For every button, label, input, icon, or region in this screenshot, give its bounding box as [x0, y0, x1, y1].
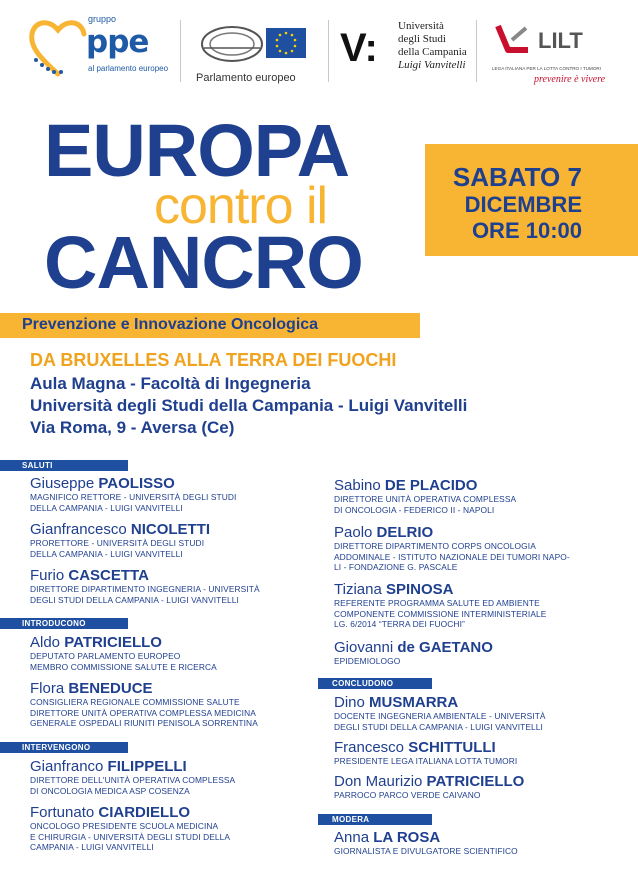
speaker-role: PARROCO PARCO VERDE CAIVANO — [334, 790, 481, 800]
speaker-role: DELLA CAMPANIA - LUIGI VANVITELLI — [30, 548, 183, 559]
speaker-role: DELLA CAMPANIA - LUIGI VANVITELLI — [30, 502, 183, 513]
speaker-role: DIRETTORE UNITÀ OPERATIVA COMPLESSA — [334, 494, 517, 504]
speaker-name: Furio CASCETTA — [30, 567, 149, 584]
speaker-name: Sabino DE PLACIDO — [334, 477, 478, 494]
speaker-name: Gianfrancesco NICOLETTI — [30, 521, 211, 538]
speaker-role: DI ONCOLOGIA - FEDERICO II - NAPOLI — [334, 504, 495, 515]
logo-separator — [476, 20, 477, 82]
ppe-logo-bottom: al parlamento europeo — [88, 64, 169, 73]
speaker-filippelli — [30, 758, 235, 796]
speaker-role: DOCENTE INGEGNERIA AMBIENTALE - UNIVERSITÀ — [334, 711, 546, 721]
speaker-la-rosa — [334, 829, 518, 857]
ppe-heart-icon — [28, 16, 88, 78]
section-concludono: CONCLUDONO — [318, 678, 432, 689]
vanvitelli-line2: degli Studi — [398, 33, 446, 45]
speaker-name: Giovanni de GAETANO — [334, 639, 493, 656]
title-contro-il: contro il — [154, 177, 328, 235]
speaker-de-gaetano — [334, 639, 493, 667]
logo-separator — [180, 20, 181, 82]
speaker-role: PRORETTORE - UNIVERSITÀ DEGLI STUDI — [30, 538, 205, 548]
parlamento-europeo-label: Parlamento europeo — [196, 72, 296, 84]
speaker-name: Aldo PATRICIELLO — [30, 634, 162, 651]
title-europa: EUROPA — [44, 109, 350, 192]
speaker-role: DEGLI STUDI DELLA CAMPANIA - LUIGI VANVITELLI — [30, 594, 239, 605]
speaker-schittulli — [334, 739, 517, 767]
date-day — [453, 162, 582, 193]
lilt-tagline: LEGA ITALIANA PER LA LOTTA CONTRO I TUMORI — [492, 66, 601, 71]
speaker-role: DIRETTORE DELL'UNITÀ OPERATIVA COMPLESSA — [30, 775, 236, 785]
speaker-name: Tiziana SPINOSA — [334, 581, 454, 598]
vanvitelli-line3: della Campania — [398, 46, 467, 58]
speaker-role: GIORNALISTA E DIVULGATORE SCIENTIFICO — [334, 846, 518, 856]
speaker-beneduce — [30, 680, 258, 729]
speaker-de-placido — [334, 477, 516, 515]
location-university: Università degli Studi della Campania - Luigi Vanvitelli — [30, 396, 468, 415]
lilt-word: LILT — [538, 28, 583, 53]
vanvitelli-line1: Università — [398, 20, 444, 32]
logo-bar — [0, 0, 638, 100]
speaker-role: ADDOMINALE - ISTITUTO NAZIONALE DEI TUMORI NAPO- — [334, 551, 570, 562]
speaker-delrio — [334, 524, 570, 573]
subtitle: Prevenzione e Innovazione Oncologica — [22, 316, 319, 333]
vanvitelli-logo — [340, 14, 470, 88]
speaker-nicoletti — [30, 521, 210, 559]
speaker-name: Anna LA ROSA — [334, 829, 441, 846]
speaker-role: LG. 6/2014 “TERRA DEI FUOCHI” — [334, 619, 465, 629]
location-headline: DA BRUXELLES ALLA TERRA DEI FUOCHI — [30, 350, 397, 370]
title-cancro: CANCRO — [44, 221, 363, 304]
speaker-patriciello-aldo — [30, 634, 217, 672]
speaker-role: PRESIDENTE LEGA ITALIANA LOTTA TUMORI — [334, 756, 518, 766]
speaker-role: EPIDEMIOLOGO — [334, 656, 401, 666]
speaker-cascetta — [30, 567, 260, 605]
speaker-role: GENERALE OSPEDALI RIUNITI PENISOLA SORRENTINA — [30, 718, 258, 728]
section-intervengono: INTERVENGONO — [0, 742, 128, 753]
ppe-logo — [28, 14, 168, 88]
speaker-paolisso — [30, 475, 236, 513]
date-month: DICEMBRE — [464, 192, 582, 217]
speaker-name: Paolo DELRIO — [334, 524, 434, 541]
speaker-role: DIRETTORE DIPARTIMENTO INGEGNERIA - UNIVERSITÀ — [30, 584, 260, 594]
speaker-name: Fortunato CIARDIELLO — [30, 804, 191, 821]
speaker-role: LI - FONDAZIONE G. PASCALE — [334, 562, 458, 572]
speaker-role: CAMPANIA - LUIGI VANVITELLI — [30, 842, 154, 852]
speaker-name: Don Maurizio PATRICIELLO — [334, 773, 525, 790]
location-venue: Aula Magna - Facoltà di Ingegneria — [30, 374, 311, 393]
date-day-label: SABATO — [452, 162, 561, 192]
speaker-role: DI ONCOLOGIA MEDICA ASP COSENZA — [30, 785, 190, 796]
speaker-role: E CHIRURGIA - UNIVERSITÀ DEGLI STUDI DELLA — [30, 831, 231, 842]
section-modera: MODERA — [318, 814, 432, 825]
date-day-number: 7 — [567, 162, 582, 192]
speaker-patriciello-maurizio — [334, 773, 524, 801]
section-saluti: SALUTI — [0, 460, 128, 471]
subtitle-bar — [0, 313, 420, 338]
date-time: ORE 10:00 — [471, 218, 582, 243]
vanvitelli-v-mark: V: — [340, 26, 378, 70]
speaker-role: CONSIGLIERA REGIONALE COMMISSIONE SALUTE — [30, 697, 240, 707]
speaker-name: Gianfranco FILIPPELLI — [30, 758, 187, 775]
speaker-ciardiello — [30, 804, 230, 853]
ppe-logo-word: ppe — [86, 24, 149, 60]
speaker-role: DIRETTORE UNITÀ OPERATIVA COMPLESSA MEDICINA — [30, 707, 256, 718]
parliament-building-icon — [196, 18, 314, 66]
speaker-role: REFERENTE PROGRAMMA SALUTE ED AMBIENTE — [334, 598, 540, 608]
lilt-emblem-icon — [492, 20, 532, 60]
speaker-role: MAGNIFICO RETTORE - UNIVERSITÀ DEGLI STUDI — [30, 492, 237, 502]
date-box — [425, 144, 638, 256]
lilt-motto: prevenire è vivere — [534, 74, 606, 85]
lilt-logo — [488, 14, 630, 88]
speaker-role: DIRETTORE DIPARTIMENTO CORPS ONCOLOGIA — [334, 541, 536, 551]
location-address: Via Roma, 9 - Aversa (Ce) — [30, 418, 235, 437]
logo-separator — [328, 20, 329, 82]
section-introducono: INTRODUCONO — [0, 618, 128, 629]
ppe-logo-top: gruppo — [88, 14, 117, 24]
speaker-name: Francesco SCHITTULLI — [334, 739, 496, 756]
vanvitelli-line4: Luigi Vanvitelli — [398, 59, 466, 71]
speaker-role: COMPONENTE COMMISSIONE INTERMINISTERIALE — [334, 608, 547, 619]
speaker-role: ONCOLOGO PRESIDENTE SCUOLA MEDICINA — [30, 821, 219, 831]
speaker-spinosa — [334, 581, 546, 630]
speaker-role: MEMBRO COMMISSIONE SALUTE E RICERCA — [30, 661, 217, 672]
speaker-name: Giuseppe PAOLISSO — [30, 475, 175, 492]
speaker-name: Flora BENEDUCE — [30, 680, 153, 697]
speaker-name: Dino MUSMARRA — [334, 694, 459, 711]
speaker-role: DEGLI STUDI DELLA CAMPANIA - LUIGI VANVITELLI — [334, 721, 543, 732]
speaker-role: DEPUTATO PARLAMENTO EUROPEO — [30, 651, 181, 661]
speaker-musmarra — [334, 694, 546, 732]
parlamento-europeo-logo — [196, 14, 314, 88]
